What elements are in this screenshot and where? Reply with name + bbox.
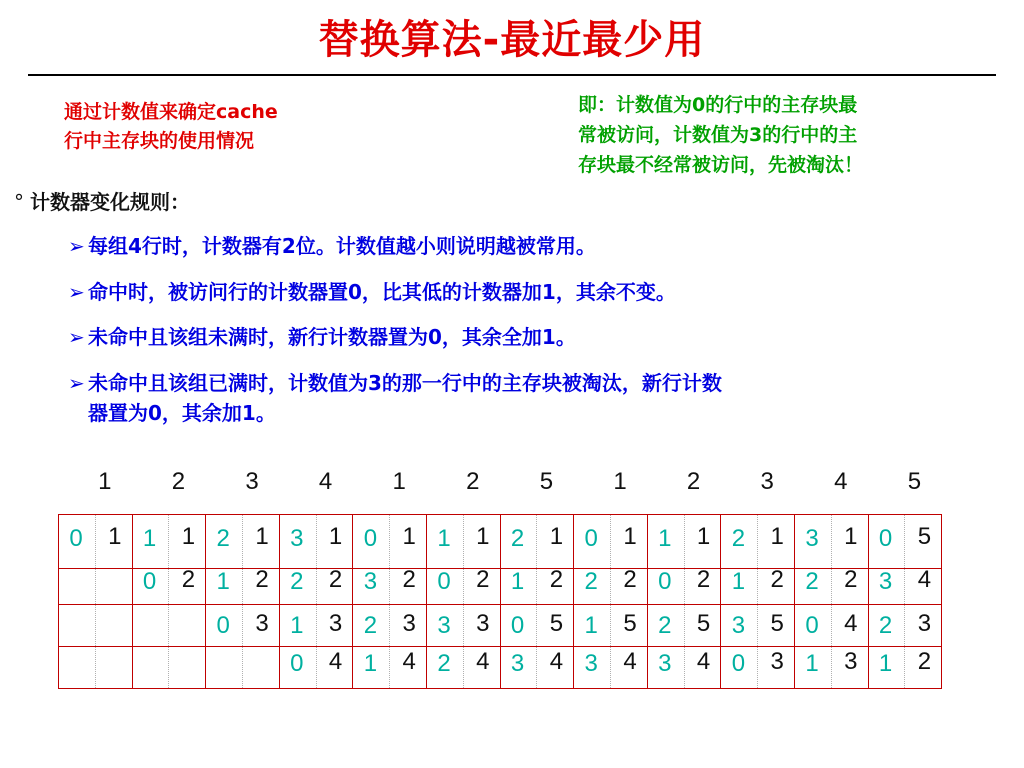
grid-line: [58, 604, 942, 605]
grid-divider: [95, 514, 96, 688]
counter-value: 2: [731, 525, 746, 552]
note-left-line: 行中主存块的使用情况: [64, 130, 255, 152]
counter-value: 2: [510, 525, 525, 552]
block-number: 3: [476, 610, 490, 637]
block-number: 5: [770, 610, 784, 637]
block-number: 5: [696, 610, 711, 637]
grid-line: [500, 514, 501, 688]
block-number: 1: [623, 523, 637, 550]
block-number: 1: [255, 523, 269, 550]
counter-value: 1: [731, 568, 746, 595]
counter-value: 0: [658, 568, 672, 595]
counter-value: 0: [437, 568, 451, 595]
counter-value: 2: [363, 612, 378, 639]
grid-line: [132, 514, 133, 688]
block-number: 4: [328, 648, 343, 675]
grid-line: [573, 514, 574, 688]
grid-divider: [536, 514, 537, 688]
title-divider: [28, 74, 996, 76]
grid-line: [58, 514, 942, 515]
counter-value: 0: [142, 568, 157, 595]
rule-text: 未命中且该组未满时，新行计数器置为0，其余全加1。: [88, 325, 576, 349]
block-number: 2: [402, 566, 416, 593]
block-number: 4: [696, 648, 711, 675]
grid-divider: [904, 514, 905, 688]
counter-value: 3: [878, 568, 893, 595]
grid-divider: [831, 514, 832, 688]
grid-line: [794, 514, 795, 688]
block-number: 3: [328, 610, 343, 637]
block-number: 2: [255, 566, 269, 593]
block-number: 4: [476, 648, 490, 675]
rule-item: [68, 277, 676, 307]
counter-value: 2: [584, 568, 598, 595]
counter-value: 3: [658, 650, 672, 677]
block-number: 5: [917, 523, 932, 550]
block-number: 1: [549, 523, 564, 550]
grid-line: [720, 514, 721, 688]
note-right-line: 常被访问，计数值为3的行中的主: [578, 124, 858, 146]
access-sequence-item: 5: [539, 468, 554, 495]
counter-value: 3: [290, 525, 304, 552]
counter-value: 0: [805, 612, 819, 639]
counter-value: 2: [878, 612, 893, 639]
block-number: 2: [770, 566, 784, 593]
block-number: 2: [623, 566, 637, 593]
counter-value: 2: [437, 650, 451, 677]
counter-value: 1: [363, 650, 378, 677]
access-sequence-item: 2: [466, 468, 480, 495]
counter-value: 3: [363, 568, 378, 595]
counter-value: 0: [216, 612, 230, 639]
rule-item: [68, 368, 998, 428]
rule-text: 未命中且该组已满时，计数值为3的那一行中的主存块被淘汰，新行计数: [88, 371, 722, 395]
rules-heading-text: 计数器变化规则：: [30, 190, 190, 214]
counter-value: 0: [363, 525, 378, 552]
access-sequence-item: 5: [907, 468, 922, 495]
counter-value: 1: [290, 612, 304, 639]
block-number: 2: [476, 566, 490, 593]
counter-value: 3: [437, 612, 451, 639]
access-sequence-item: 4: [318, 468, 333, 495]
block-number: 4: [917, 566, 932, 593]
access-sequence-item: 1: [98, 468, 112, 495]
grid-divider: [684, 514, 685, 688]
counter-value: 2: [290, 568, 304, 595]
grid-divider: [242, 514, 243, 688]
block-number: 1: [844, 523, 858, 550]
counter-value: 0: [69, 525, 83, 552]
rule-text: 命中时，被访问行的计数器置0，比其低的计数器加1，其余不变。: [88, 280, 676, 304]
block-number: 3: [255, 610, 269, 637]
grid-divider: [463, 514, 464, 688]
block-number: 5: [549, 610, 564, 637]
block-number: 1: [770, 523, 784, 550]
rule-text: 每组4行时，计数器有2位。计数值越小则说明越被常用。: [88, 234, 596, 258]
access-sequence-item: 2: [171, 468, 186, 495]
arrow-bullet-icon: ➢: [68, 234, 85, 258]
grid-line: [426, 514, 427, 688]
block-number: 1: [328, 523, 343, 550]
rule-item: [68, 322, 576, 352]
grid-line: [58, 646, 942, 647]
note-right-line: 即：计数值为0的行中的主存块最: [578, 94, 858, 116]
note-left-line: 通过计数值来确定cache: [64, 101, 278, 123]
counter-value: 0: [584, 525, 598, 552]
block-number: 3: [402, 610, 416, 637]
block-number: 2: [328, 566, 343, 593]
counter-value: 1: [142, 525, 157, 552]
note-right: [578, 90, 863, 180]
grid-line: [58, 688, 942, 689]
grid-divider: [168, 514, 169, 688]
grid-line: [868, 514, 869, 688]
access-sequence-item: 1: [613, 468, 627, 495]
block-number: 2: [549, 566, 564, 593]
grid-line: [941, 514, 942, 688]
counter-value: 3: [510, 650, 525, 677]
grid-line: [205, 514, 206, 688]
block-number: 2: [181, 566, 196, 593]
block-number: 1: [476, 523, 490, 550]
access-sequence-item: 2: [686, 468, 701, 495]
block-number: 3: [844, 648, 858, 675]
note-left: [64, 98, 278, 156]
access-sequence-item: 3: [760, 468, 774, 495]
counter-value: 1: [658, 525, 672, 552]
grid-divider: [316, 514, 317, 688]
block-number: 4: [402, 648, 416, 675]
counter-value: 0: [290, 650, 304, 677]
counter-value: 2: [658, 612, 672, 639]
counter-value: 3: [731, 612, 746, 639]
counter-value: 1: [584, 612, 598, 639]
block-number: 4: [623, 648, 637, 675]
grid-line: [352, 514, 353, 688]
counter-value: 0: [731, 650, 746, 677]
access-sequence-item: 1: [392, 468, 406, 495]
block-number: 4: [844, 610, 858, 637]
bullet-icon: °: [14, 190, 24, 214]
block-number: 1: [696, 523, 711, 550]
block-number: 1: [108, 523, 122, 550]
arrow-bullet-icon: ➢: [68, 325, 85, 349]
block-number: 4: [549, 648, 564, 675]
note-right-line: 存块最不经常被访问，先被淘汰！: [578, 154, 864, 176]
counter-value: 3: [805, 525, 819, 552]
grid-line: [647, 514, 648, 688]
rule-item: [68, 231, 596, 261]
block-number: 2: [917, 648, 932, 675]
counter-value: 0: [878, 525, 893, 552]
block-number: 1: [402, 523, 416, 550]
grid-line: [58, 514, 59, 688]
counter-value: 3: [584, 650, 598, 677]
access-sequence-item: 4: [834, 468, 848, 495]
access-sequence-item: 3: [245, 468, 259, 495]
grid-line: [279, 514, 280, 688]
page-title: 替换算法-最近最少用: [318, 17, 706, 63]
arrow-bullet-icon: ➢: [68, 280, 85, 304]
block-number: 5: [623, 610, 637, 637]
block-number: 1: [181, 523, 196, 550]
counter-value: 1: [216, 568, 230, 595]
counter-value: 0: [510, 612, 525, 639]
grid-divider: [389, 514, 390, 688]
counter-value: 1: [805, 650, 819, 677]
block-number: 2: [696, 566, 711, 593]
arrow-bullet-icon: ➢: [68, 371, 85, 395]
counter-value: 1: [437, 525, 451, 552]
rule-text-continued: 器置为0，其余加1。: [88, 401, 276, 425]
counter-value: 2: [805, 568, 819, 595]
block-number: 2: [844, 566, 858, 593]
grid-divider: [757, 514, 758, 688]
rules-heading: [14, 186, 190, 215]
counter-value: 2: [216, 525, 230, 552]
counter-value: 1: [878, 650, 893, 677]
grid-divider: [610, 514, 611, 688]
counter-value: 1: [510, 568, 525, 595]
block-number: 3: [917, 610, 932, 637]
block-number: 3: [770, 648, 784, 675]
